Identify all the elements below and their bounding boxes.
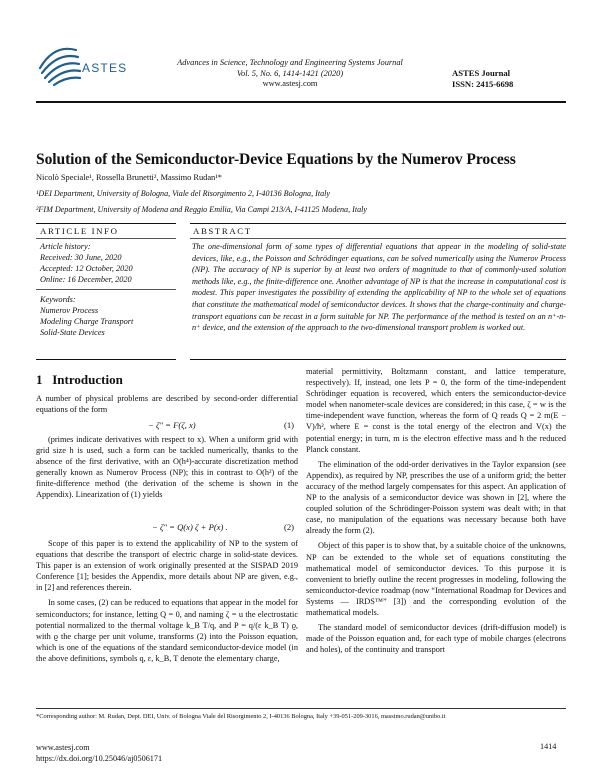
journal-short-name: ASTES Journal bbox=[452, 68, 511, 78]
received-date: Received: 30 June, 2020 bbox=[40, 253, 122, 262]
equation-2-number: (2) bbox=[284, 522, 295, 532]
affiliation-2: ²FIM Department, University of Modena and Reggio Emilia, Via Campi 213/A, I-41125 Modena, Italy bbox=[36, 205, 367, 214]
journal-issn: ISSN: 2415-6698 bbox=[452, 79, 514, 89]
affiliation-1: ¹DEI Department, University of Bologna, Viale del Risorgimento 2, I-40136 Bologna, Italy bbox=[36, 189, 330, 198]
paragraph: material permittivity, Boltzmann constant, and lattice temperature, respectively). If, instead, one lets P = 0, the form of the time-independent Schrödinger equation is recovered, which enters the semiconductor-device model when nanometer-scale devices are considered; in this case, ζ = w is the time-independent wave function, whereas the form of Q reads Q = 2 m(E − V)/ħ², where E = const is the total energy of the electron and V(x) the potential energy; in turn, m is the electron effective mass and ħ the reduced Planck constant. bbox=[306, 367, 566, 454]
footer-url[interactable]: www.astesj.com bbox=[36, 743, 90, 752]
abstract-top-rule bbox=[190, 223, 566, 224]
paragraph: Scope of this paper is to extend the applicability of NP to the system of equations that describe the transport of electric charge in solid-state devices. This paper is an extension of work originally presented at the SISPAD 2019 Conference [1]; besides the Appendix, more details about NP are given, e.g., in [2] and references therein. bbox=[36, 539, 298, 593]
keywords-label: Keywords: bbox=[40, 295, 76, 304]
equation-1: − ζ″ = F(ζ, x) bbox=[148, 420, 196, 430]
abstract-sub-rule bbox=[190, 238, 566, 239]
astes-logo bbox=[34, 40, 134, 95]
svg-text:ASTES: ASTES bbox=[82, 61, 128, 75]
equation-2: − ζ″ = Q(x) ζ + P(x) . bbox=[152, 522, 228, 532]
paragraph: In some cases, (2) can be reduced to equations that appear in the model for semiconductors; for instance, letting Q = 0, and naming ζ = u the electrostatic potential normalized to the thermal voltage k_B T/q, and P = q/(ε k_B T) ϱ, with ϱ the charge per unit volume, transforms (2) into the Poisson equation, which is one of the equations of the standard semiconductor-device model (in the above definitions, symbols q, ε, k_B, T denote the elementary charge, bbox=[36, 598, 298, 663]
online-date: Online: 16 December, 2020 bbox=[40, 275, 132, 284]
journal-volume: Vol. 5, No. 6, 1414-1421 (2020) bbox=[236, 68, 344, 78]
journal-info bbox=[140, 58, 440, 90]
journal-url[interactable]: www.astesj.com bbox=[262, 79, 318, 88]
paragraph: A number of physical problems are described by second-order differential equations of the form bbox=[36, 394, 298, 415]
keyword: Solid-State Devices bbox=[40, 328, 105, 337]
keywords-block bbox=[40, 294, 175, 338]
astes-logo-icon bbox=[34, 40, 134, 95]
keyword: Numerov Process bbox=[40, 306, 99, 315]
section-title: Introduction bbox=[52, 372, 123, 387]
journal-id bbox=[452, 68, 572, 90]
abstract-heading: ABSTRACT bbox=[193, 226, 252, 236]
info-bottom-rule bbox=[36, 359, 176, 360]
equation-1-number: (1) bbox=[284, 420, 295, 430]
abstract-bottom-rule bbox=[190, 359, 566, 360]
left-column bbox=[36, 393, 298, 419]
paragraph: The standard model of semiconductor devices (drift-diffusion model) is made of the Poisson equation and, for each type of mobile charges (electrons and holes), of the continuity and transport bbox=[306, 623, 566, 655]
paragraph: (primes indicate derivatives with respect to x). When a uniform grid with grid size h is used, such a form can be tackled numerically, thanks to the absence of the first derivative, with an O(h⁴)-accurate discretization method generally known as Numerov Process (NP); this in contrast to O(h²) of the finite-difference method (the derivation of the scheme is shown in the Appendix). Linearization of (1) yields bbox=[36, 435, 298, 500]
accepted-date: Accepted: 12 October, 2020 bbox=[40, 264, 133, 273]
article-info-heading: ARTICLE INFO bbox=[40, 226, 119, 236]
keywords-rule bbox=[36, 289, 176, 290]
footnote-rule bbox=[36, 708, 566, 709]
article-info-sub-rule bbox=[36, 238, 176, 239]
article-history bbox=[40, 241, 175, 285]
abstract-text: The one-dimensional form of some types of differential equations that appear in the modeling of solid-state devices, like, e.g., the Poisson and Schrödinger equations, can be solved numerically using the Numerov Process (NP). The accuracy of NP is superior by at least two orders of magnitude to that of commonly-used solution methods like, e.g., the finite-difference one. Another advantage of NP is that the increase in computational cost is modest. This paper investigates the possibility of extending the applicability of NP to the whole set of equations that constitute the mathematical model of semiconductor devices. It shows that the charge-continuity and charge-transport equations can be recast in a form suitable for NP. The performance of the method is tested on an n⁺-n-n⁺ device, and the extension of the approach to the two-dimensional transport problem is worked out. bbox=[192, 242, 566, 333]
history-label: Article history: bbox=[40, 242, 91, 251]
paper-authors: Nicolò Speciale¹, Rossella Brunetti², Massimo Rudan¹* bbox=[36, 173, 222, 182]
corresponding-author-footnote: *Corresponding author: M. Rudan, Dept. DEI, Univ. of Bologna Viale del Risorgimento 2, I-40136 Bologna, Italy +39-051-209-3016, massimo.rudan@unibo.it bbox=[36, 713, 446, 720]
left-column-cont2 bbox=[36, 538, 298, 668]
paragraph: The elimination of the odd-order derivatives in the Taylor expansion (see Appendix), as required by NP, prescribes the use of a uniform grid; the better accuracy of the method largely compensates for this aspect. An application of NP to the analysis of a semiconductor device was shown in [2], where the coupled solution of the Schrödinger-Poisson system was dealt with; in that case, no manipulation of the equations was necessary because both have already the form (2). bbox=[306, 459, 566, 536]
keyword: Modeling Charge Transport bbox=[40, 317, 134, 326]
article-info-top-rule bbox=[36, 223, 176, 224]
page-footer bbox=[36, 742, 162, 764]
paper-title: Solution of the Semiconductor-Device Equations by the Numerov Process bbox=[36, 151, 516, 168]
section-number: 1 bbox=[36, 372, 43, 387]
paragraph: Object of this paper is to show that, by a suitable choice of the unknowns, NP can be extended to the whole set of equations constituting the mathematical model of semiconductor devices. To this purpose it is convenient to briefly outline the recent progresses in modeling, following the semiconductor-device roadmap (now “International Roadmap for Devices and Systems — IRDS™” [3]) and the corresponding evolution of the mathematical models. bbox=[306, 541, 566, 617]
right-column bbox=[306, 366, 566, 659]
header-divider bbox=[36, 101, 566, 103]
page-number: 1414 bbox=[540, 742, 557, 751]
footer-doi[interactable]: https://dx.doi.org/10.25046/aj0506171 bbox=[36, 754, 163, 763]
journal-name: Advances in Science, Technology and Engineering Systems Journal bbox=[177, 58, 403, 67]
left-column-cont bbox=[36, 434, 298, 505]
section-heading bbox=[36, 372, 123, 388]
